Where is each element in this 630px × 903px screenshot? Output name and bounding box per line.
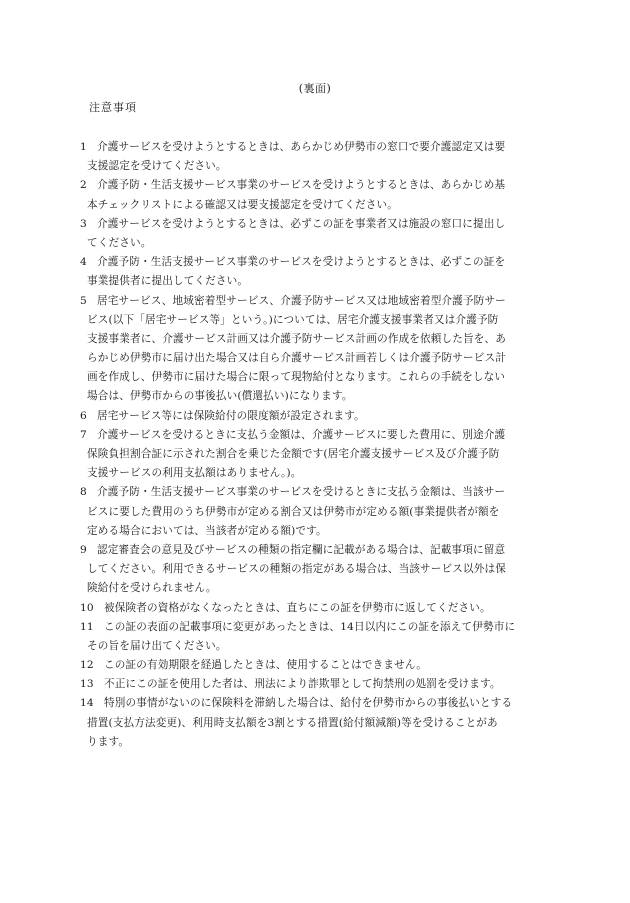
note-first-line [80, 292, 558, 311]
note-continuation-line [80, 311, 558, 330]
note-continuation-line [80, 368, 558, 387]
note-item [80, 541, 558, 599]
notes-list [80, 138, 558, 752]
note-text: 特別の事情がないのに保険料を滞納した場合は、給付を伊勢市からの事後払いとする [104, 697, 513, 710]
note-text: 支援認定を受けてください。 [87, 160, 227, 173]
page-heading [0, 80, 630, 96]
note-text: 介護サービスを受けようとするときは、必ずこの証を事業者又は施設の窓口に提出し [97, 217, 506, 230]
note-item [80, 426, 558, 484]
heading-text: (裏面) [298, 82, 332, 95]
note-number: 11 [80, 620, 94, 633]
note-item [80, 292, 558, 407]
note-number: 12 [80, 659, 94, 672]
note-text: 居宅サービス等には保険給付の限度額が設定されます。 [97, 409, 365, 422]
note-continuation-line [80, 503, 558, 522]
note-first-line [80, 656, 558, 675]
note-first-line [80, 253, 558, 272]
note-first-line [80, 483, 558, 502]
note-text: 介護予防・生活支援サービス事業のサービスを受けるときに支払う金額は、当該サー [97, 486, 506, 499]
note-first-line [80, 426, 558, 445]
note-continuation-line [80, 637, 558, 656]
note-number: 7 [80, 428, 87, 441]
note-first-line [80, 618, 558, 637]
note-number: 4 [80, 256, 87, 269]
note-continuation-line [80, 522, 558, 541]
note-text: てください。 [87, 236, 152, 249]
note-text: 事業提供者に提出してください。 [87, 275, 249, 288]
note-continuation-line [80, 579, 558, 598]
note-text: 支援事業者に、介護サービス計画又は介護予防サービス計画の作成を依頼した旨を、あ [87, 332, 507, 345]
note-number: 1 [80, 141, 87, 153]
note-number: 2 [80, 179, 87, 192]
note-continuation-line [80, 733, 558, 752]
note-continuation-line [80, 349, 558, 368]
note-text: らかじめ伊勢市に届け出た場合又は自ら介護サービス計画若しくは介護予防サービス計 [87, 352, 507, 365]
note-continuation-line [80, 464, 558, 483]
note-text: 措置(支払方法変更)、利用時支払額を3割とする措置(給付額減額)等を受けることがあ [87, 716, 498, 729]
note-number: 14 [80, 697, 94, 710]
note-number: 13 [80, 678, 94, 691]
note-text: 本チェックリストによる確認又は要支援認定を受けてください。 [87, 198, 399, 211]
note-text: 不正にこの証を使用した者は、刑法により詐欺罪として拘禁刑の処罰を受けます。 [104, 678, 501, 691]
note-first-line [80, 407, 558, 426]
note-item [80, 656, 558, 675]
note-first-line [80, 215, 558, 234]
note-item [80, 407, 558, 426]
note-item [80, 599, 558, 618]
note-first-line [80, 599, 558, 618]
note-text: 画を作成し、伊勢市に届けた場合に限って現物給付となります。これらの手続をしない [87, 371, 506, 384]
note-first-line [80, 138, 558, 157]
note-continuation-line [80, 157, 558, 176]
note-text: 認定審査会の意見及びサービスの種類の指定欄に記載がある場合は、記載事項に留意 [97, 543, 506, 556]
note-number: 5 [80, 294, 87, 307]
note-number: 9 [80, 543, 87, 556]
note-number: 10 [80, 601, 94, 614]
note-continuation-line [80, 445, 558, 464]
note-item [80, 618, 558, 656]
note-text: この証の有効期限を経過したときは、使用することはできません。 [104, 659, 427, 672]
note-continuation-line [80, 272, 558, 291]
note-text: 支援サービスの利用支払額はありません。)。 [87, 467, 302, 480]
note-number: 3 [80, 217, 87, 230]
note-continuation-line [80, 714, 558, 733]
note-first-line [80, 541, 558, 560]
note-item [80, 253, 558, 291]
note-item [80, 675, 558, 694]
note-item [80, 694, 558, 752]
note-item [80, 215, 558, 253]
note-text: 居宅サービス、地域密着型サービス、介護予防サービス又は地域密着型介護予防サー [97, 294, 506, 307]
note-continuation-line [80, 234, 558, 253]
note-continuation-line [80, 196, 558, 215]
note-continuation-line [80, 560, 558, 579]
note-item [80, 483, 558, 541]
note-text: ビス(以下「居宅サービス等」という。)については、居宅介護支援事業者又は介護予防 [87, 313, 499, 326]
note-text: 保険負担割合証に示された割合を乗じた金額です(居宅介護支援サービス及び介護予防 [87, 448, 500, 460]
note-first-line [80, 675, 558, 694]
note-number: 6 [80, 409, 87, 422]
note-text: この証の表面の記載事項に変更があったときは、14日以内にこの証を添えて伊勢市に [104, 620, 516, 633]
note-text: ります。 [87, 735, 130, 748]
note-text: その旨を届け出てください。 [87, 639, 227, 652]
note-first-line [80, 176, 558, 195]
note-item [80, 176, 558, 214]
note-text: 介護予防・生活支援サービス事業のサービスを受けようとするときは、必ずこの証を [97, 256, 506, 269]
note-text: 被保険者の資格がなくなったときは、直ちにこの証を伊勢市に返してください。 [104, 601, 491, 614]
note-number: 8 [80, 486, 87, 499]
note-item [80, 138, 558, 176]
note-text: 介護予防・生活支援サービス事業のサービスを受けようとするときは、あらかじめ基 [97, 179, 506, 192]
note-continuation-line [80, 387, 558, 406]
note-text: してください。利用できるサービスの種類の指定がある場合は、当該サービス以外は保 [87, 563, 507, 576]
note-text: 介護サービスを受けるときに支払う金額は、介護サービスに要した費用に、別途介護 [97, 428, 506, 441]
note-text: ビスに要した費用のうち伊勢市が定める割合又は伊勢市が定める額(事業提供者が額を [87, 505, 500, 518]
note-continuation-line [80, 330, 558, 349]
note-text: 介護サービスを受けようとするときは、あらかじめ伊勢市の窓口で要介護認定又は要 [97, 141, 506, 153]
note-first-line [80, 694, 558, 713]
note-text: 場合は、伊勢市からの事後払い(償還払い)になります。 [87, 390, 353, 403]
section-title: 注意事項 [89, 101, 137, 114]
note-text: 定める場合においては、当該者が定める額)です。 [87, 524, 327, 537]
note-text: 険給付を受けられません。 [87, 582, 217, 595]
